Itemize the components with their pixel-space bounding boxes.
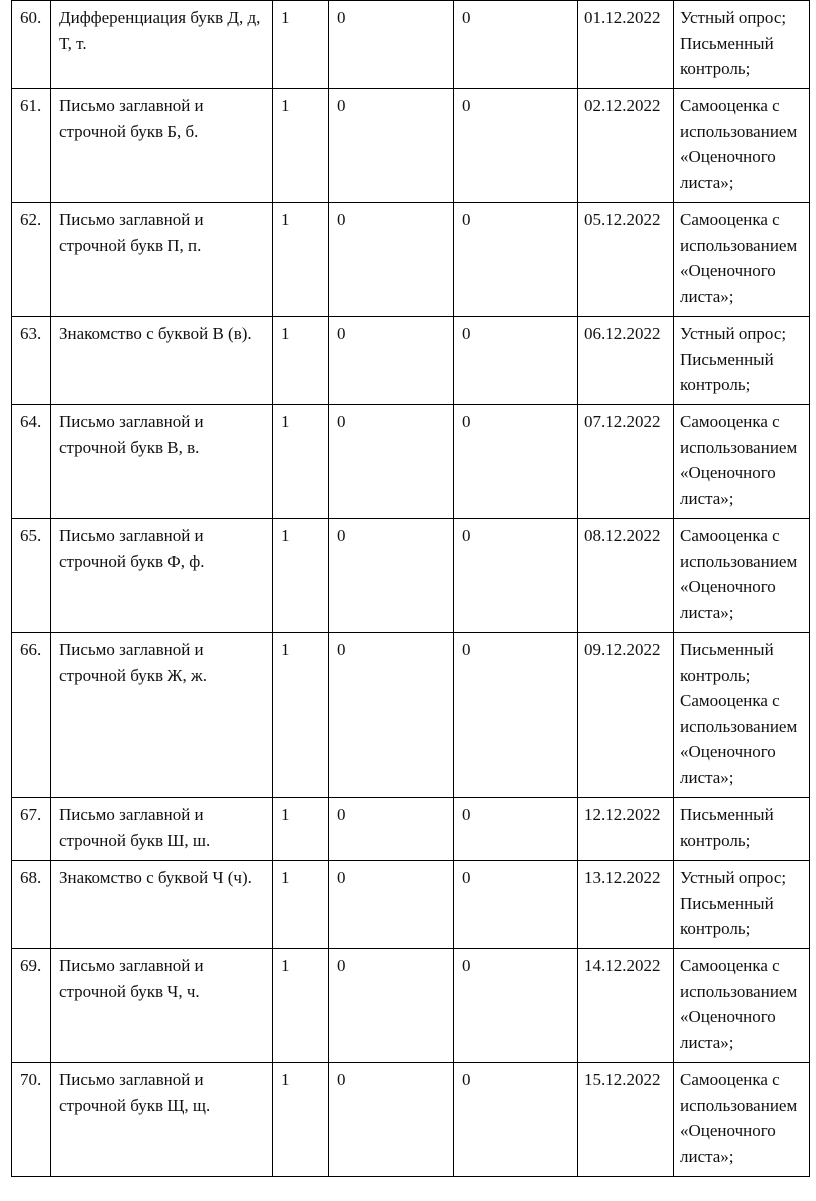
control-hours: 0 bbox=[329, 1, 454, 89]
lesson-date: 02.12.2022 bbox=[578, 89, 674, 203]
lesson-topic: Письмо заглавной и строчной букв Ш, ш. bbox=[51, 798, 273, 861]
lesson-date: 08.12.2022 bbox=[578, 519, 674, 633]
control-hours: 0 bbox=[329, 317, 454, 405]
control-hours: 0 bbox=[329, 89, 454, 203]
practice-hours: 0 bbox=[454, 949, 578, 1063]
total-hours: 1 bbox=[273, 203, 329, 317]
lesson-date: 13.12.2022 bbox=[578, 861, 674, 949]
table-row bbox=[12, 798, 810, 861]
assessment-form: Письменный контроль; bbox=[674, 798, 810, 861]
lesson-plan-sheet bbox=[11, 0, 809, 1177]
lesson-date: 12.12.2022 bbox=[578, 798, 674, 861]
lesson-number: 70. bbox=[12, 1063, 51, 1177]
lesson-topic: Письмо заглавной и строчной букв Ф, ф. bbox=[51, 519, 273, 633]
total-hours: 1 bbox=[273, 633, 329, 798]
assessment-form: Письменный контроль; Самооценка с использованием «Оценочного листа»; bbox=[674, 633, 810, 798]
table-row bbox=[12, 203, 810, 317]
control-hours: 0 bbox=[329, 633, 454, 798]
lesson-date: 06.12.2022 bbox=[578, 317, 674, 405]
lesson-topic: Дифференциация букв Д, д, Т, т. bbox=[51, 1, 273, 89]
lesson-date: 07.12.2022 bbox=[578, 405, 674, 519]
practice-hours: 0 bbox=[454, 519, 578, 633]
lesson-date: 01.12.2022 bbox=[578, 1, 674, 89]
table-row bbox=[12, 405, 810, 519]
practice-hours: 0 bbox=[454, 1063, 578, 1177]
lesson-date: 05.12.2022 bbox=[578, 203, 674, 317]
table-row bbox=[12, 317, 810, 405]
practice-hours: 0 bbox=[454, 203, 578, 317]
control-hours: 0 bbox=[329, 1063, 454, 1177]
table-row bbox=[12, 1, 810, 89]
lesson-topic: Письмо заглавной и строчной букв Б, б. bbox=[51, 89, 273, 203]
lesson-number: 64. bbox=[12, 405, 51, 519]
total-hours: 1 bbox=[273, 949, 329, 1063]
lesson-date: 09.12.2022 bbox=[578, 633, 674, 798]
lesson-topic: Письмо заглавной и строчной букв Ч, ч. bbox=[51, 949, 273, 1063]
lesson-topic: Письмо заглавной и строчной букв Щ, щ. bbox=[51, 1063, 273, 1177]
total-hours: 1 bbox=[273, 1063, 329, 1177]
lesson-plan-table bbox=[11, 0, 810, 1177]
assessment-form: Устный опрос; Письменный контроль; bbox=[674, 317, 810, 405]
lesson-topic: Письмо заглавной и строчной букв Ж, ж. bbox=[51, 633, 273, 798]
assessment-form: Самооценка с использованием «Оценочного листа»; bbox=[674, 405, 810, 519]
lesson-number: 63. bbox=[12, 317, 51, 405]
control-hours: 0 bbox=[329, 949, 454, 1063]
lesson-number: 61. bbox=[12, 89, 51, 203]
assessment-form: Устный опрос; Письменный контроль; bbox=[674, 861, 810, 949]
table-row bbox=[12, 1063, 810, 1177]
lesson-topic: Знакомство с буквой В (в). bbox=[51, 317, 273, 405]
lesson-number: 65. bbox=[12, 519, 51, 633]
practice-hours: 0 bbox=[454, 405, 578, 519]
lesson-topic: Письмо заглавной и строчной букв В, в. bbox=[51, 405, 273, 519]
total-hours: 1 bbox=[273, 89, 329, 203]
practice-hours: 0 bbox=[454, 861, 578, 949]
practice-hours: 0 bbox=[454, 317, 578, 405]
practice-hours: 0 bbox=[454, 798, 578, 861]
total-hours: 1 bbox=[273, 1, 329, 89]
total-hours: 1 bbox=[273, 861, 329, 949]
assessment-form: Самооценка с использованием «Оценочного листа»; bbox=[674, 203, 810, 317]
lesson-topic: Письмо заглавной и строчной букв П, п. bbox=[51, 203, 273, 317]
practice-hours: 0 bbox=[454, 89, 578, 203]
assessment-form: Самооценка с использованием «Оценочного листа»; bbox=[674, 89, 810, 203]
lesson-topic: Знакомство с буквой Ч (ч). bbox=[51, 861, 273, 949]
control-hours: 0 bbox=[329, 203, 454, 317]
total-hours: 1 bbox=[273, 519, 329, 633]
lesson-number: 60. bbox=[12, 1, 51, 89]
total-hours: 1 bbox=[273, 405, 329, 519]
assessment-form: Самооценка с использованием «Оценочного листа»; bbox=[674, 1063, 810, 1177]
lesson-number: 67. bbox=[12, 798, 51, 861]
lesson-number: 66. bbox=[12, 633, 51, 798]
lesson-date: 15.12.2022 bbox=[578, 1063, 674, 1177]
lesson-date: 14.12.2022 bbox=[578, 949, 674, 1063]
control-hours: 0 bbox=[329, 798, 454, 861]
total-hours: 1 bbox=[273, 317, 329, 405]
control-hours: 0 bbox=[329, 519, 454, 633]
lesson-number: 69. bbox=[12, 949, 51, 1063]
lesson-rows bbox=[12, 1, 810, 1177]
practice-hours: 0 bbox=[454, 1, 578, 89]
table-row bbox=[12, 89, 810, 203]
total-hours: 1 bbox=[273, 798, 329, 861]
control-hours: 0 bbox=[329, 861, 454, 949]
control-hours: 0 bbox=[329, 405, 454, 519]
practice-hours: 0 bbox=[454, 633, 578, 798]
table-row bbox=[12, 519, 810, 633]
table-row bbox=[12, 861, 810, 949]
table-row bbox=[12, 633, 810, 798]
assessment-form: Устный опрос; Письменный контроль; bbox=[674, 1, 810, 89]
assessment-form: Самооценка с использованием «Оценочного листа»; bbox=[674, 949, 810, 1063]
lesson-number: 68. bbox=[12, 861, 51, 949]
assessment-form: Самооценка с использованием «Оценочного листа»; bbox=[674, 519, 810, 633]
table-row bbox=[12, 949, 810, 1063]
lesson-number: 62. bbox=[12, 203, 51, 317]
